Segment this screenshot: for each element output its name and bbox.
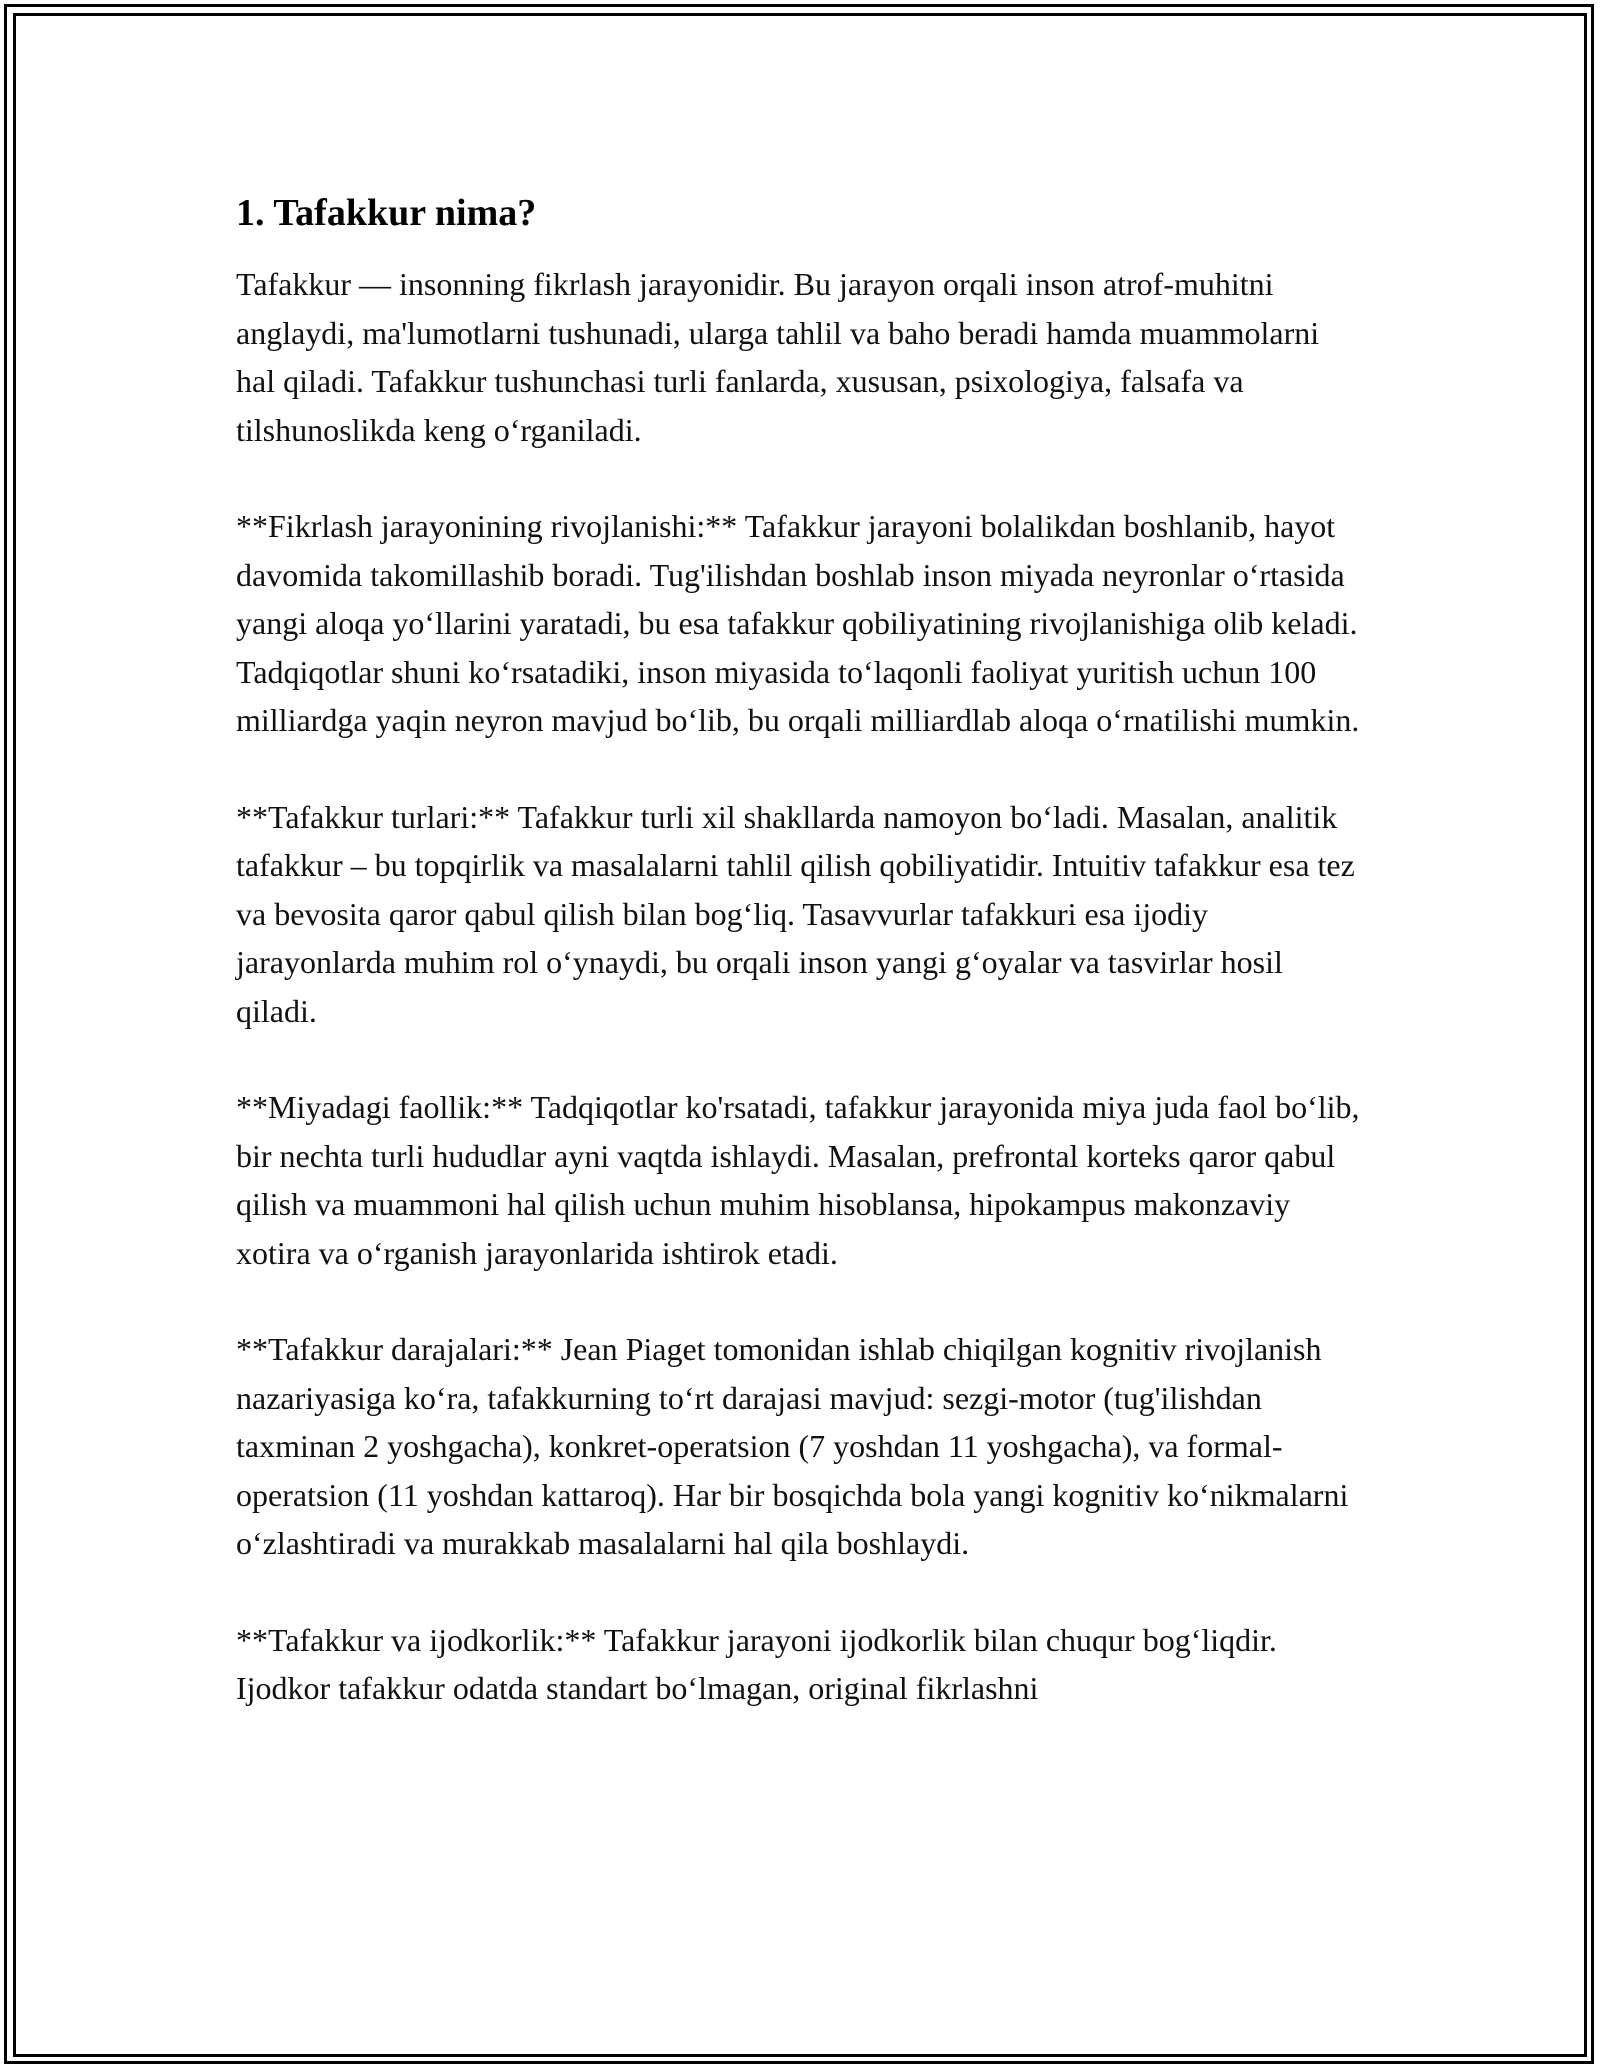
paragraph-levels: **Tafakkur darajalari:** Jean Piaget tomonidan ishlab chiqilgan kognitiv rivojlanish nazariyasiga ko‘ra, tafakkurning to‘rt darajasi mavjud: sezgi-motor (tug'ilishdan taxminan 2 yoshgacha), konkret-operatsion (7 yoshdan 11 yoshgacha), va formal-operatsion (11 yoshdan kattaroq). Har bir bosqichda bola yangi kognitiv ko‘nikmalarni o‘zlashtiradi va murakkab masalalarni hal qila boshlaydi. [236, 1331, 1349, 1561]
paragraph-types: **Tafakkur turlari:** Tafakkur turli xil shakllarda namoyon bo‘ladi. Masalan, analitik tafakkur – bu topqirlik va masalalarni tahlil qilish qobiliyatidir. Intuitiv tafakkur esa tez va bevosita qaror qabul qilish bilan bog‘liq. Tasavvurlar tafakkuri esa ijodiy jarayonlarda muhim rol o‘ynaydi, bu orqali inson yangi g‘oyalar va tasvirlar hosil qiladi. [236, 798, 1355, 1029]
section-heading: 1. Tafakkur nima? [236, 192, 537, 234]
document-body [236, 188, 1366, 1761]
paragraph-brain-activity: **Miyadagi faollik:** Tadqiqotlar ko'rsatadi, tafakkur jarayonida miya juda faol bo‘lib, bir nechta turli hududlar ayni vaqtda ishlaydi. Masalan, prefrontal korteks qaror qabul qilish va muammoni hal qilish uchun muhim hisoblansa, hipokampus makonzaviy xotira va o‘rganish jarayonlarida ishtirok etadi. [236, 1089, 1360, 1271]
paragraph-creativity: **Tafakkur va ijodkorlik:** Tafakkur jarayoni ijodkorlik bilan chuqur bog‘liqdir. Ijodkor tafakkur odatda standart bo‘lmagan, original fikrlashni [236, 1621, 1277, 1706]
paragraph-intro: Tafakkur — insonning fikrlash jarayonidir. Bu jarayon orqali inson atrof-muhitni anglaydi, ma'lumotlarni tushunadi, ularga tahlil va baho beradi hamda muammolarni hal qiladi. Tafakkur tushunchasi turli fanlarda, xususan, psixologiya, falsafa va tilshunoslikda keng o‘rganiladi. [236, 266, 1320, 448]
paragraph-development: **Fikrlash jarayonining rivojlanishi:** Tafakkur jarayoni bolalikdan boshlanib, hayot davomida takomillashib boradi. Tug'ilishdan boshlab inson miyada neyronlar o‘rtasida yangi aloqa yo‘llarini yaratadi, bu esa tafakkur qobiliyatining rivojlanishiga olib keladi. Tadqiqotlar shuni ko‘rsatadiki, inson miyasida to‘laqonli faoliyat yuritish uchun 100 milliardga yaqin neyron mavjud bo‘lib, bu orqali milliardlab aloqa o‘rnatilishi mumkin. [236, 508, 1360, 738]
